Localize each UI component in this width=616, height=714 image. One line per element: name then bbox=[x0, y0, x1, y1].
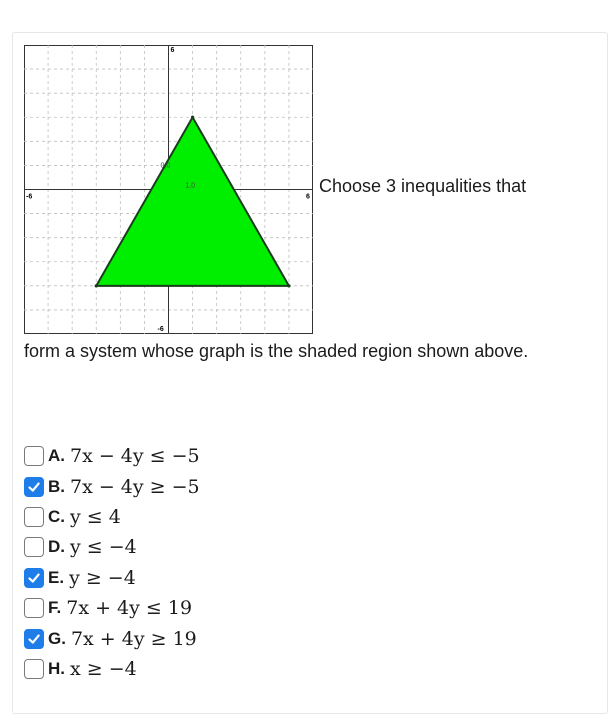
coordinate-graph bbox=[24, 45, 313, 334]
region-vertex bbox=[191, 116, 194, 119]
checkmark-icon bbox=[27, 632, 41, 646]
option-b-expression: 7x − 4y ≥ −5 bbox=[70, 475, 200, 498]
option-a[interactable] bbox=[24, 441, 200, 471]
option-e[interactable] bbox=[24, 563, 200, 593]
option-e-expression: y ≥ −4 bbox=[69, 566, 136, 589]
option-d[interactable] bbox=[24, 532, 200, 562]
checkmark-icon bbox=[27, 480, 41, 494]
checkbox-a[interactable] bbox=[24, 446, 44, 466]
option-b[interactable] bbox=[24, 471, 200, 501]
checkbox-d[interactable] bbox=[24, 537, 44, 557]
checkbox-f[interactable] bbox=[24, 598, 44, 618]
option-b-letter: B. bbox=[48, 476, 65, 496]
y-min-tick-label: -6 bbox=[157, 326, 164, 333]
option-h-letter: H. bbox=[48, 658, 65, 678]
option-g-expression: 7x + 4y ≥ 19 bbox=[70, 627, 197, 650]
x-min-tick-label: -6 bbox=[26, 193, 33, 201]
question-prompt-start: Choose 3 inequalities that bbox=[319, 176, 527, 196]
option-f-expression: 7x + 4y ≤ 19 bbox=[66, 597, 193, 620]
x-max-tick-label: 6 bbox=[306, 193, 310, 201]
option-e-letter: E. bbox=[48, 567, 65, 587]
option-c-letter: C. bbox=[48, 506, 65, 526]
checkmark-icon bbox=[27, 571, 41, 585]
option-f-letter: F. bbox=[48, 598, 62, 618]
option-a-letter: A. bbox=[48, 446, 65, 466]
option-g-letter: G. bbox=[48, 628, 66, 648]
checkbox-e[interactable] bbox=[24, 568, 44, 588]
point-label-x-axis: 1,0 bbox=[185, 182, 196, 190]
option-h[interactable] bbox=[24, 654, 200, 684]
checkbox-b[interactable] bbox=[24, 477, 44, 497]
checkbox-c[interactable] bbox=[24, 507, 44, 527]
option-f[interactable] bbox=[24, 593, 200, 623]
checkbox-h[interactable] bbox=[24, 659, 44, 679]
checkbox-g[interactable] bbox=[24, 629, 44, 649]
y-max-tick-label: 6 bbox=[170, 47, 175, 54]
option-c-expression: y ≤ 4 bbox=[70, 505, 121, 528]
region-vertex bbox=[287, 284, 290, 287]
option-d-expression: y ≤ −4 bbox=[70, 536, 137, 559]
option-d-letter: D. bbox=[48, 537, 65, 557]
option-a-expression: 7x − 4y ≤ −5 bbox=[70, 445, 200, 468]
question-prompt-continuation: form a system whose graph is the shaded region shown above. bbox=[24, 341, 529, 361]
region-vertex bbox=[95, 284, 98, 287]
point-label-left-edge: 0,0 bbox=[160, 162, 171, 170]
option-g[interactable] bbox=[24, 623, 200, 653]
option-h-expression: x ≥ −4 bbox=[70, 657, 137, 680]
option-c[interactable] bbox=[24, 502, 200, 532]
answer-options bbox=[24, 441, 200, 684]
